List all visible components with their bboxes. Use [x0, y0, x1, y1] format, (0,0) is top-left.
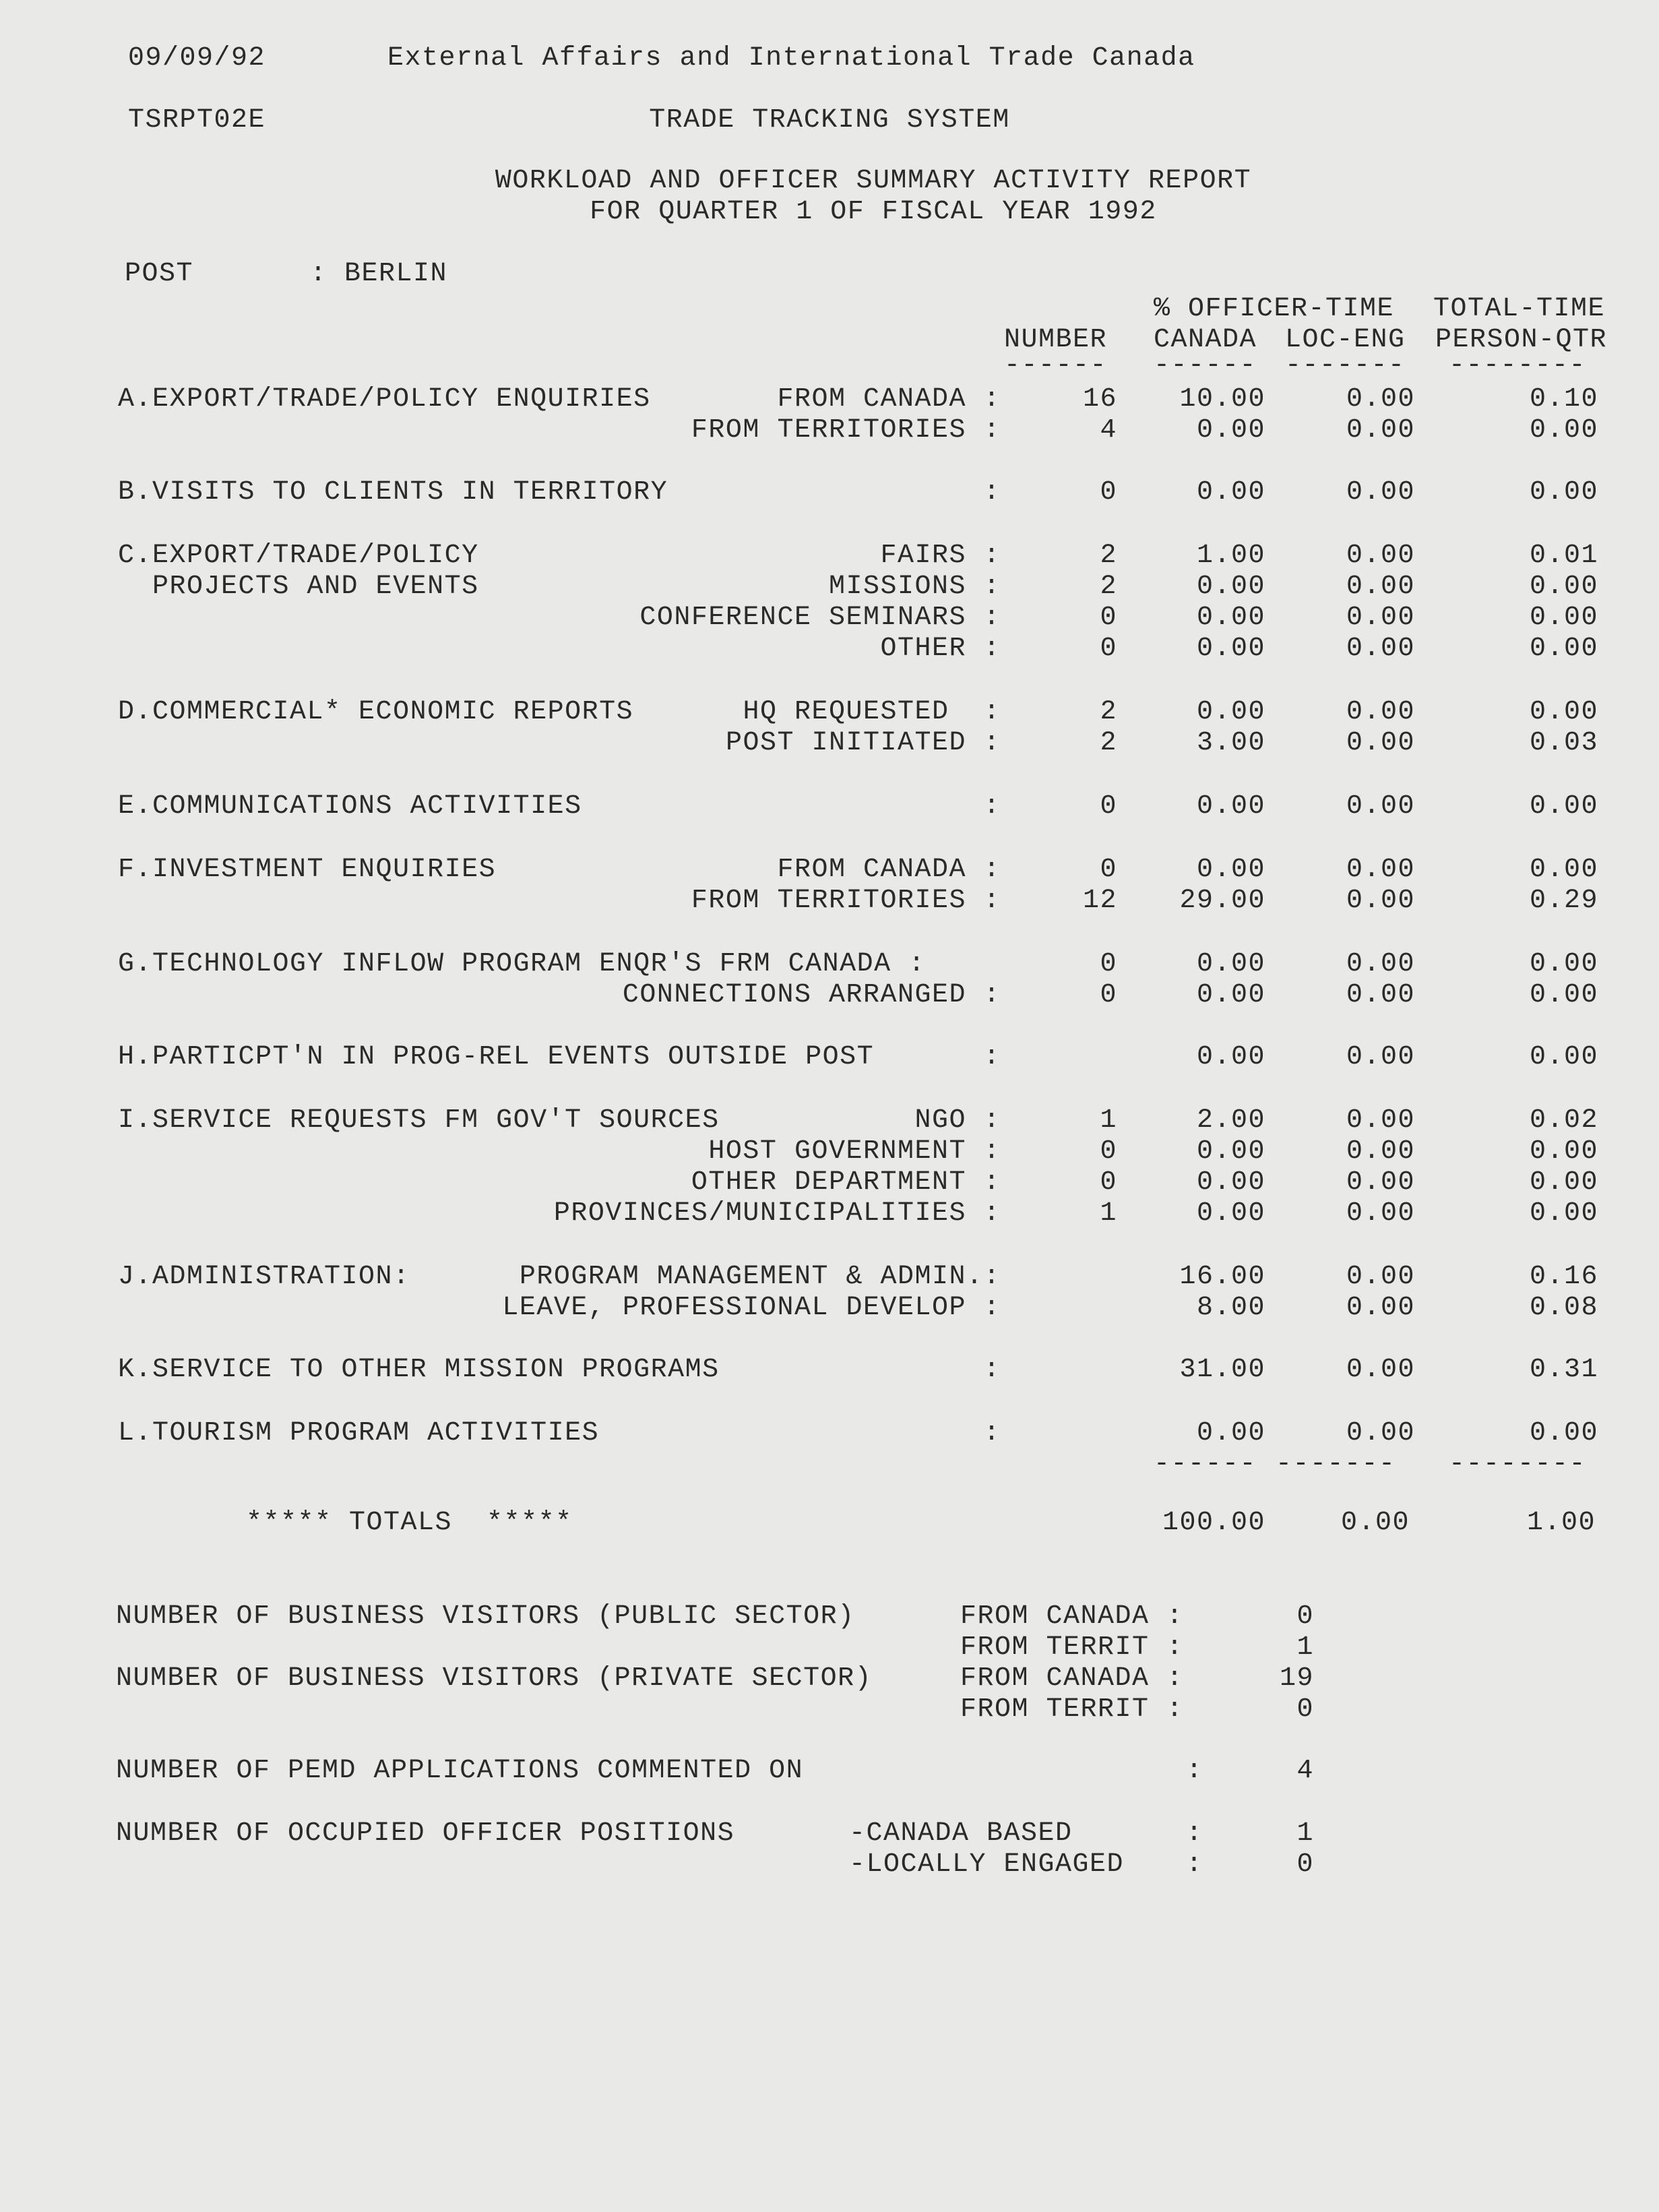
row-loc-eng-pct: 0.00 — [1346, 949, 1415, 979]
visitor-label: NUMBER OF BUSINESS VISITORS (PRIVATE SECTOR) — [116, 1663, 873, 1694]
row-loc-eng-pct: 0.00 — [1346, 791, 1415, 822]
row-sublabel: PROGRAM MANAGEMENT & ADMIN.: — [519, 1262, 1001, 1292]
row-number: 0 — [1100, 791, 1117, 822]
totals-loc-eng-rule: ------- — [1276, 1449, 1396, 1479]
number-header: NUMBER — [1004, 325, 1108, 355]
row-number: 0 — [1100, 1167, 1117, 1198]
row-number: 16 — [1082, 384, 1117, 414]
row-canada-pct: 2.00 — [1196, 1105, 1265, 1136]
position-type: -LOCALLY ENGAGED — [849, 1849, 1125, 1880]
row-sublabel: LEAVE, PROFESSIONAL DEVELOP : — [502, 1293, 1001, 1323]
row-loc-eng-pct: 0.00 — [1346, 1262, 1415, 1292]
row-person-qtr: 0.00 — [1529, 980, 1598, 1010]
row-label: K.SERVICE TO OTHER MISSION PROGRAMS — [118, 1355, 720, 1385]
position-colon: : — [1186, 1818, 1203, 1849]
row-loc-eng-pct: 0.00 — [1346, 415, 1415, 446]
row-canada-pct: 0.00 — [1196, 477, 1265, 508]
row-loc-eng-pct: 0.00 — [1346, 1042, 1415, 1072]
row-number: 0 — [1100, 477, 1117, 508]
total-time-header: TOTAL-TIME — [1433, 294, 1606, 324]
row-number: 2 — [1100, 728, 1117, 758]
row-loc-eng-pct: 0.00 — [1346, 572, 1415, 602]
row-person-qtr: 0.31 — [1529, 1355, 1598, 1385]
visitor-origin: FROM CANADA : — [960, 1663, 1184, 1694]
person-qtr-header: PERSON-QTR — [1435, 325, 1608, 355]
row-canada-pct: 0.00 — [1196, 949, 1265, 979]
row-label: L.TOURISM PROGRAM ACTIVITIES — [118, 1418, 600, 1448]
row-number: 2 — [1100, 697, 1117, 727]
row-person-qtr: 0.00 — [1529, 1042, 1598, 1072]
row-loc-eng-pct: 0.00 — [1346, 384, 1415, 414]
row-label: PROJECTS AND EVENTS — [118, 572, 479, 602]
row-canada-pct: 3.00 — [1196, 728, 1265, 758]
row-loc-eng-pct: 0.00 — [1346, 541, 1415, 571]
row-label: D.COMMERCIAL* ECONOMIC REPORTS — [118, 697, 634, 727]
pct-officer-time-header: % OFFICER-TIME — [1154, 294, 1395, 324]
row-person-qtr: 0.02 — [1529, 1105, 1598, 1136]
row-sublabel: NGO : — [914, 1105, 1001, 1136]
row-number: 2 — [1100, 541, 1117, 571]
row-canada-pct: 0.00 — [1196, 634, 1265, 664]
row-sublabel: CONFERENCE SEMINARS : — [639, 603, 1001, 633]
row-person-qtr: 0.00 — [1529, 697, 1598, 727]
row-canada-pct: 10.00 — [1179, 384, 1265, 414]
row-person-qtr: 0.00 — [1529, 415, 1598, 446]
row-loc-eng-pct: 0.00 — [1346, 1136, 1415, 1167]
row-number: 0 — [1100, 603, 1117, 633]
row-canada-pct: 29.00 — [1179, 886, 1265, 916]
loc-eng-header: LOC-ENG — [1285, 325, 1406, 355]
system-name: TRADE TRACKING SYSTEM — [649, 105, 1010, 135]
row-person-qtr: 0.00 — [1529, 1167, 1598, 1198]
row-loc-eng-pct: 0.00 — [1346, 634, 1415, 664]
row-canada-pct: 0.00 — [1196, 1136, 1265, 1167]
report-title-line1: WORKLOAD AND OFFICER SUMMARY ACTIVITY REPORT — [495, 166, 1252, 196]
visitor-count: 0 — [1296, 1601, 1314, 1632]
visitor-origin: FROM TERRIT : — [960, 1632, 1184, 1663]
row-number: 12 — [1082, 886, 1117, 916]
position-count: 0 — [1296, 1849, 1314, 1880]
row-loc-eng-pct: 0.00 — [1346, 1198, 1415, 1229]
row-loc-eng-pct: 0.00 — [1346, 697, 1415, 727]
row-number: 1 — [1100, 1198, 1117, 1229]
position-count: 1 — [1296, 1818, 1314, 1849]
visitor-count: 0 — [1296, 1694, 1314, 1725]
row-sublabel: FAIRS : — [880, 541, 1001, 571]
row-label: A.EXPORT/TRADE/POLICY ENQUIRIES — [118, 384, 651, 414]
row-sublabel: PROVINCES/MUNICIPALITIES : — [553, 1198, 1001, 1229]
canada-header-rule: ------ — [1154, 350, 1257, 381]
row-person-qtr: 0.00 — [1529, 1136, 1598, 1167]
row-number: 0 — [1100, 634, 1117, 664]
row-number: 0 — [1100, 1136, 1117, 1167]
row-number: 4 — [1100, 415, 1117, 446]
row-number: 0 — [1100, 949, 1117, 979]
report-title-line2: FOR QUARTER 1 OF FISCAL YEAR 1992 — [590, 197, 1157, 227]
row-person-qtr: 0.00 — [1529, 1418, 1598, 1448]
position-colon: : — [1186, 1849, 1203, 1880]
row-canada-pct: 0.00 — [1196, 791, 1265, 822]
row-person-qtr: 0.10 — [1529, 384, 1598, 414]
totals-label: ***** TOTALS ***** — [246, 1508, 573, 1538]
row-canada-pct: 0.00 — [1196, 1042, 1265, 1072]
row-label: B.VISITS TO CLIENTS IN TERRITORY — [118, 477, 668, 508]
row-sublabel: POST INITIATED : — [725, 728, 1001, 758]
row-canada-pct: 0.00 — [1196, 572, 1265, 602]
row-sublabel: OTHER DEPARTMENT : — [691, 1167, 1001, 1198]
row-canada-pct: 8.00 — [1196, 1293, 1265, 1323]
row-sublabel: MISSIONS : — [828, 572, 1001, 602]
row-person-qtr: 0.16 — [1529, 1262, 1598, 1292]
row-sublabel: : — [983, 1042, 1001, 1072]
post-label: POST — [125, 259, 194, 289]
totals-canada: 100.00 — [1162, 1508, 1265, 1538]
row-loc-eng-pct: 0.00 — [1346, 1293, 1415, 1323]
row-sublabel: : — [983, 1355, 1001, 1385]
row-sublabel: HOST GOVERNMENT : — [708, 1136, 1001, 1167]
row-loc-eng-pct: 0.00 — [1346, 980, 1415, 1010]
report-code: TSRPT02E — [128, 105, 266, 135]
visitor-label: NUMBER OF BUSINESS VISITORS (PUBLIC SECTOR) — [116, 1601, 855, 1632]
row-canada-pct: 16.00 — [1179, 1262, 1265, 1292]
totals-person-qtr: 1.00 — [1526, 1508, 1596, 1538]
row-loc-eng-pct: 0.00 — [1346, 728, 1415, 758]
row-person-qtr: 0.03 — [1529, 728, 1598, 758]
pemd-value: 4 — [1296, 1756, 1314, 1786]
row-person-qtr: 0.00 — [1529, 949, 1598, 979]
totals-canada-rule: ------ — [1154, 1449, 1257, 1479]
row-loc-eng-pct: 0.00 — [1346, 603, 1415, 633]
row-canada-pct: 0.00 — [1196, 1418, 1265, 1448]
row-person-qtr: 0.00 — [1529, 855, 1598, 885]
row-loc-eng-pct: 0.00 — [1346, 886, 1415, 916]
row-person-qtr: 0.00 — [1529, 572, 1598, 602]
row-label: H.PARTICPT'N IN PROG-REL EVENTS OUTSIDE POST — [118, 1042, 875, 1072]
totals-person-qtr-rule: -------- — [1449, 1449, 1587, 1479]
row-canada-pct: 31.00 — [1179, 1355, 1265, 1385]
row-loc-eng-pct: 0.00 — [1346, 1418, 1415, 1448]
row-person-qtr: 0.00 — [1529, 1198, 1598, 1229]
pemd-colon: : — [1186, 1756, 1203, 1786]
visitor-origin: FROM CANADA : — [960, 1601, 1184, 1632]
position-type: -CANADA BASED — [849, 1818, 1073, 1849]
row-loc-eng-pct: 0.00 — [1346, 1355, 1415, 1385]
row-number: 0 — [1100, 980, 1117, 1010]
agency-name: External Affairs and International Trade Canada — [387, 43, 1195, 73]
row-number: 2 — [1100, 572, 1117, 602]
row-canada-pct: 0.00 — [1196, 855, 1265, 885]
row-person-qtr: 0.00 — [1529, 634, 1598, 664]
row-number: 1 — [1100, 1105, 1117, 1136]
row-sublabel: : — [983, 791, 1001, 822]
row-number: 0 — [1100, 855, 1117, 885]
pemd-label: NUMBER OF PEMD APPLICATIONS COMMENTED ON — [116, 1756, 804, 1786]
row-label: F.INVESTMENT ENQUIRIES — [118, 855, 497, 885]
row-person-qtr: 0.00 — [1529, 603, 1598, 633]
visitor-count: 1 — [1296, 1632, 1314, 1663]
row-person-qtr: 0.00 — [1529, 477, 1598, 508]
row-person-qtr: 0.29 — [1529, 886, 1598, 916]
position-label: NUMBER OF OCCUPIED OFFICER POSITIONS — [116, 1818, 735, 1849]
row-canada-pct: 0.00 — [1196, 697, 1265, 727]
visitor-count: 19 — [1279, 1663, 1314, 1694]
row-canada-pct: 0.00 — [1196, 980, 1265, 1010]
row-label: I.SERVICE REQUESTS FM GOV'T SOURCES — [118, 1105, 720, 1136]
totals-loc-eng: 0.00 — [1340, 1508, 1410, 1538]
row-sublabel: FROM CANADA : — [777, 855, 1001, 885]
row-loc-eng-pct: 0.00 — [1346, 477, 1415, 508]
row-sublabel: CONNECTIONS ARRANGED : — [622, 980, 1001, 1010]
row-sublabel: FROM TERRITORIES : — [691, 415, 1001, 446]
row-canada-pct: 0.00 — [1196, 1167, 1265, 1198]
row-person-qtr: 0.01 — [1529, 541, 1598, 571]
report-date: 09/09/92 — [128, 43, 266, 73]
row-canada-pct: 0.00 — [1196, 1198, 1265, 1229]
row-label: C.EXPORT/TRADE/POLICY — [118, 541, 479, 571]
row-person-qtr: 0.08 — [1529, 1293, 1598, 1323]
canada-header: CANADA — [1154, 325, 1257, 355]
post-value: : BERLIN — [310, 259, 448, 289]
number-header-rule: ------ — [1004, 350, 1108, 381]
row-sublabel: HQ REQUESTED : — [743, 697, 1001, 727]
row-label: E.COMMUNICATIONS ACTIVITIES — [118, 791, 582, 822]
row-label: G.TECHNOLOGY INFLOW PROGRAM ENQR'S FRM CANADA : — [118, 949, 926, 979]
row-sublabel: : — [983, 1418, 1001, 1448]
row-loc-eng-pct: 0.00 — [1346, 1167, 1415, 1198]
row-canada-pct: 1.00 — [1196, 541, 1265, 571]
loc-eng-header-rule: ------- — [1285, 350, 1406, 381]
row-loc-eng-pct: 0.00 — [1346, 1105, 1415, 1136]
row-sublabel: : — [983, 477, 1001, 508]
row-sublabel: FROM TERRITORIES : — [691, 886, 1001, 916]
visitor-origin: FROM TERRIT : — [960, 1694, 1184, 1725]
row-person-qtr: 0.00 — [1529, 791, 1598, 822]
row-canada-pct: 0.00 — [1196, 603, 1265, 633]
row-loc-eng-pct: 0.00 — [1346, 855, 1415, 885]
person-qtr-header-rule: -------- — [1449, 350, 1587, 381]
row-label: J.ADMINISTRATION: — [118, 1262, 410, 1292]
row-sublabel: OTHER : — [880, 634, 1001, 664]
row-sublabel: FROM CANADA : — [777, 384, 1001, 414]
row-canada-pct: 0.00 — [1196, 415, 1265, 446]
